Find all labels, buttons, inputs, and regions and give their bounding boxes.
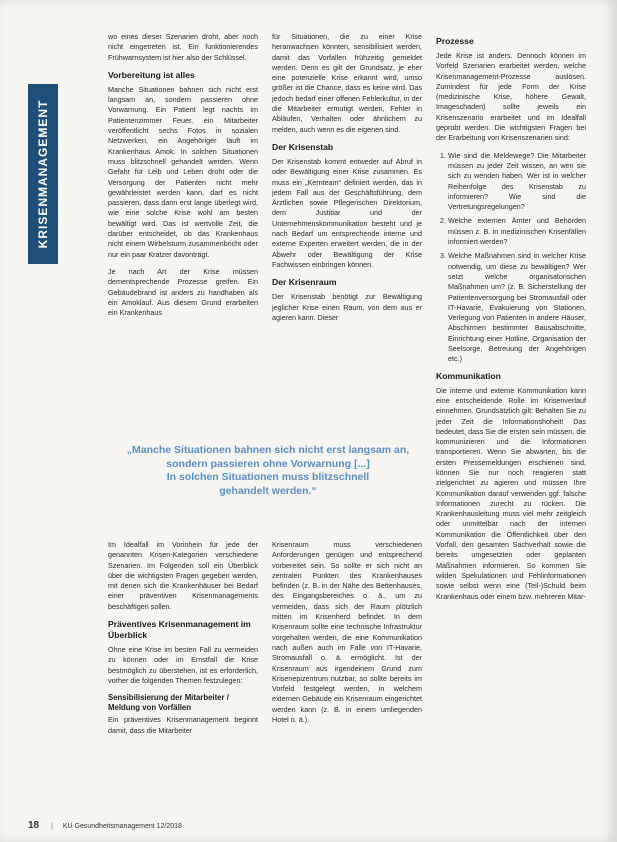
paragraph: Der Krisenstab kommt entweder auf Abruf in oder Bewältigung einer Krise zusammen. Es muss ein „Kernteam“ definiert werden, das in jedem Fall aus der Geschäftsführung, dem Ärztlichen sowie Pflegerischen Direktorium, dem Justitiar und der Unternehmenskommunikation besteht und je nach Bedarf um entsprechende interne und externe Experten erweitert werden, die in der Abwehr oder Bewältigung der Krise Fachwissen einbringen können. (272, 156, 422, 269)
paragraph: für Situationen, die zu einer Krise heranwachsen könnten, sensibilisiert werden, damit das Vorfallen frühzeitig gemeldet werden. Denn es gilt der Grundsatz, je eher eine potenzielle Krise erkannt wird, umso größer ist die Chance, dass es keine wird. Das jedoch bedarf einer offenen Fehlerkultur, in der die Mitarbeiter ermutigt werden, Fehler in Abläufen, Verhalten oder ähnlichem zu melden, auch wenn es die eigenen sind. (272, 32, 422, 134)
section-heading: Prozesse (436, 36, 474, 46)
list-item: 3. Welche Maßnahmen sind in welcher Krise notwendig, um diese zu bewältigen? Wer setzt welche organisatorischen Maßnahmen um? (z. B. Sicherstellung der Patientenversorgung bei Stromausfall oder IT-Havarie, Evakuierung von Stationen, Verlegung von Patienten in andere Häuser, Abschirmen bestimmter Bausabschnitte, Einrichtung einer Hotline, Organisation der Seelsorge, Betreuung der Angehörigen etc.) (448, 251, 586, 364)
paragraph: Ohne eine Krise im besten Fall zu vermeiden zu können oder im Ernstfall die Krise bestmöglich zu überstehen, ist es erforderlich, vorher die folgenden Themen festzulegen: (108, 645, 258, 685)
quote-line: gehandelt werden.“ (219, 484, 317, 497)
column-1-top (108, 32, 258, 397)
quote-line: sondern passieren ohne Vorwarnung [...] (166, 457, 370, 470)
section-heading: Kommunikation (436, 370, 501, 381)
column-3 (436, 32, 586, 817)
footer-separator: | (51, 823, 53, 830)
paragraph: Manche Situationen bahnen sich nicht erst langsam an, sondern passieren ohne Vorwarnung. Ein Patient legt nachts im Patientenzimmer Feuer, ein Mitarbeiter veröffentlicht sechs Fotos in sozialen Netzwerken, ein Angehöriger läuft im Krankenhaus Amok. In solchen Situationen muss blitzschnell gehandelt werden. Wenn Gefahr für Leib und Leben droht oder die Versorgung der Patienten nicht mehr gewährleistet werden kann, darf es nicht passieren, dass dann erst lange überlegt wird, wie eine solche Krise wohl am besten bewältigt wird. Das ist wertvolle Zeit, die darüber entscheidet, ob das Krankenhaus nicht einem Wirbelsturm zusammenbricht oder nur ein paar Kratzer davonträgt. (108, 84, 258, 259)
paragraph: Der Krisenstab benötigt zur Bewältigung jeglicher Krise einen Raum, von dem aus er agieren kann. Dieser (272, 292, 422, 322)
section-heading: Der Krisenstab (272, 141, 334, 152)
pull-quote (110, 444, 426, 498)
section-heading: Präventives Krisenmanagement im Überblick (108, 619, 251, 641)
paragraph: Je nach Art der Krise müssen dementsprechende Prozesse greifen. Ein Gebäudebrand ist anders zu handhaben als ein Amoklauf. Aus diesem Grund erarbeiten ein Krankenhaus (108, 266, 258, 318)
page-footer (28, 820, 588, 831)
list-item: 1. Wie sind die Meldewege? Die Mitarbeiter müssen zu jeder Zeit wissen, an wen sie sich zu wenden haben. Wer ist in welcher Reihenfolge des Krisenstab zu informieren? Wie sind die Vertretungsregelungen? (448, 151, 586, 213)
paragraph: Krisenraum muss verschiedenen Anforderungen genügen und entsprechend vorbereitet sein. So sollte er sich nicht an zentralen Punkten des Krankenhauses befinden (z. B. in der Nähe des Bettenhauses, des Eingangsbereiches o. ä., um zu vermeiden, dass sich der Raum plötzlich mitten im Krisenherd befindet. In dem Krisenraum sollte eine technische Infrastruktur vorgehalten werden, die eine Kommunikation nach außen auch im Falle von IT-Havarie, Stromausfall o. ä. ermöglicht. Ist der Krisenraum aus irgendeinem Grund zum Krisenepizentrum nutzbar, so sollte bereits im Vorfeld festgelegt werden, in welchem externen Gebäude ein Krisenraum eingerichtet werden kann (z. B. in einem umliegenden Hotel o. ä.). (272, 540, 422, 725)
column-1-bottom (108, 540, 258, 820)
paragraph: Jede Krise ist anders. Dennoch können im Vorfeld Szenarien erarbeitet werden, welche Krisenmanagement-Prozesse auslösen. Zumindest für jede Form der Krise (medizinische Krise, höhere Gewalt, Imageschaden) sollte jeweils ein Krisenszenario erarbeitet und im Idealfall geprobt werden. Die wichtigsten Fragen bei der Erarbeitung von Krisenszenarien sind: (436, 51, 586, 143)
paragraph: Ein präventives Krisenmanagement beginnt damit, dass die Mitarbeiter (108, 715, 258, 735)
quote-line: In solchen Situationen muss blitzschnell (166, 471, 370, 483)
paragraph: wo eines dieser Szenarien droht, aber noch nicht eingetreten ist. Ein funktionierendes Frühwarnsystem ist hier also der Schlüssel. (108, 32, 258, 62)
column-2-top (272, 32, 422, 397)
paragraph: Die interne und externe Kommunikation kann eine entscheidende Rolle im Krisenverlauf einnehmen. Grundsätzlich gilt: Behalten Sie zu jeder Zeit die Informationshoheit! Das bedeutet, dass Sie die ersten sein müssen, die kommunizieren und die Informationen transportieren. Wenn Sie abwarten, bis die ersten Pressemeldungen erschienen sind, können Sie nur noch reagieren statt zielgerichtet zu agieren und müssen Ihre Kommunikation darauf verwenden ggf. falsche Informationen zurecht zu rücken. Die Krankenhausleitung muss viel mehr zeitgleich oder unmittelbar nach der internen Kommunikation die Öffentlichkeit über den Vorfall, den gesamten Sachverhalt sowie die bereits umgesetzten oder geplanten Maßnahmen informieren. So kommen Sie wilden Spekulationen und Fehlinformationen sowie selbst wenn eine (Teil-)Schuld beim Krankenhaus oder einem bzw. mehreren Mitar- (436, 385, 586, 601)
publication-name: KU Gesundheitsmanagement 12/2018 (62, 823, 182, 830)
subsection-heading: Sensibilisierung der Mitarbeiter / Meldung von Vorfällen (108, 693, 229, 713)
section-heading: Der Krisenraum (272, 277, 337, 288)
numbered-list (436, 151, 586, 365)
list-item: 2. Welche externen Ämter und Behörden müssen z. B. in medizinischen Krisenfällen informiert werden? (448, 216, 586, 247)
section-tab (28, 84, 58, 264)
column-2-bottom (272, 540, 422, 820)
paragraph: Im Idealfall im Vorinhein für jede der genannten Krisen-Kategorien verschiedene Szenarien. Im Folgenden soll ein Überblick über die wichtigsten Fragen gegeben werden, mit denen sich die Krankenhäuser bei Bedarf einer präventiven Krisenmanagements beschäftigen sollen. (108, 540, 258, 611)
quote-line: „Manche Situationen bahnen sich nicht erst langsam an, (126, 444, 410, 456)
section-label: KRISENMANAGEMENT (36, 99, 50, 249)
section-heading: Vorbereitung ist alles (108, 69, 195, 80)
page-number: 18 (28, 820, 40, 831)
